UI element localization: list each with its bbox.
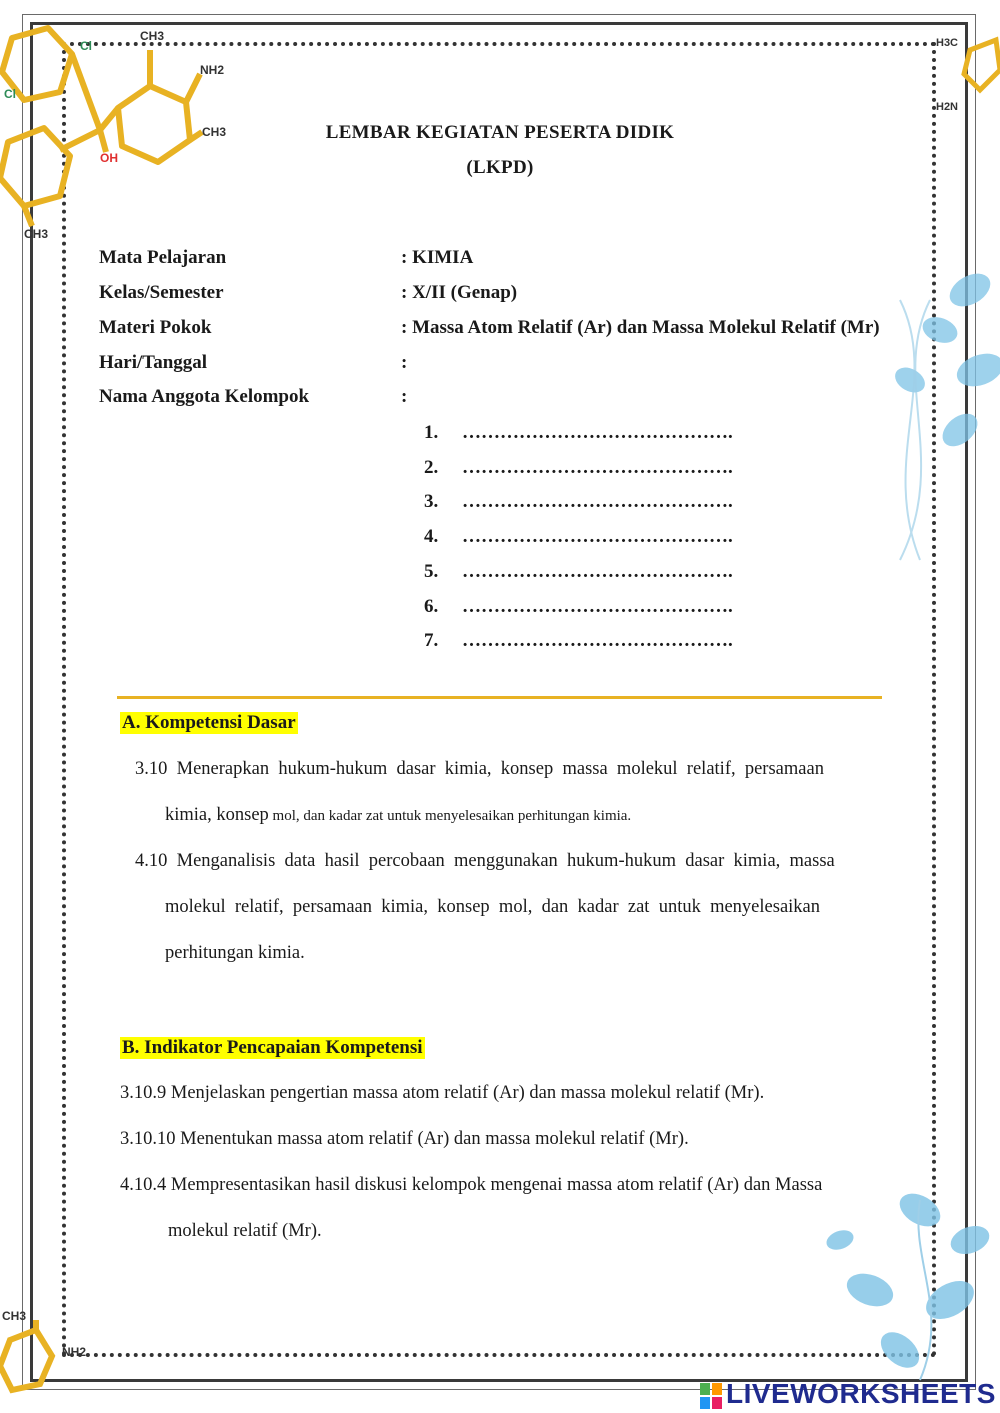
kd-3-10-line-1: 3.10 Menerapkan hukum-hukum dasar kimia, konsep massa molekul relatif, persamaan xyxy=(135,759,824,779)
liveworksheets-logo[interactable] xyxy=(700,1378,996,1410)
chem-label: OH xyxy=(100,151,118,165)
member-blank[interactable]: ……………………………………. xyxy=(462,526,733,547)
chem-label: NH2 xyxy=(200,63,225,77)
member-line-5[interactable] xyxy=(424,561,733,583)
chem-label: Cl xyxy=(4,87,16,101)
info-value: : xyxy=(401,386,408,407)
document-subtitle: (LKPD) xyxy=(466,157,534,178)
chem-label: CH3 xyxy=(140,29,165,43)
member-number: 3. xyxy=(424,491,439,512)
dna-leaf-decoration-right xyxy=(780,260,1000,590)
chem-label: H2N xyxy=(936,101,959,113)
kd-text-small: mol, dan kadar zat untuk menyelesaikan perhitungan kimia. xyxy=(268,808,632,824)
section-b-heading: B. Indikator Pencapaian Kompetensi xyxy=(122,1037,423,1058)
molecule-decoration-top-right xyxy=(930,30,1000,130)
kd-4-10-line-3: perhitungan kimia. xyxy=(165,943,305,963)
member-number: 4. xyxy=(424,526,439,547)
member-line-2[interactable] xyxy=(424,457,733,479)
member-blank[interactable]: ……………………………………. xyxy=(462,561,733,582)
chem-label: CH3 xyxy=(202,125,227,139)
document-title: LEMBAR KEGIATAN PESERTA DIDIK xyxy=(325,122,675,143)
indicator-4-10-4-line-1: 4.10.4 Mempresentasikan hasil diskusi kelompok mengenai massa atom relatif (Ar) dan Massa xyxy=(120,1175,823,1195)
member-number: 6. xyxy=(424,596,439,617)
info-value: : Massa Atom Relatif (Ar) dan Massa Molekul Relatif (Mr) xyxy=(401,317,880,338)
chem-label: Cl xyxy=(80,39,92,53)
info-label: Materi Pokok xyxy=(99,317,212,338)
info-label: Hari/Tanggal xyxy=(99,352,208,373)
section-a-heading: A. Kompetensi Dasar xyxy=(122,712,296,733)
chem-label: NH2 xyxy=(62,1345,87,1359)
indicator-3-10-10: 3.10.10 Menentukan massa atom relatif (Ar) dan massa molekul relatif (Mr). xyxy=(120,1129,689,1149)
indicator-3-10-9: 3.10.9 Menjelaskan pengertian massa atom relatif (Ar) dan massa molekul relatif (Mr). xyxy=(120,1083,765,1103)
member-line-4[interactable] xyxy=(424,526,733,548)
info-label: Kelas/Semester xyxy=(99,282,224,303)
member-blank[interactable]: ……………………………………. xyxy=(462,422,733,443)
member-line-3[interactable] xyxy=(424,491,733,513)
member-blank[interactable]: ……………………………………. xyxy=(462,491,733,512)
chem-label: H3C xyxy=(936,37,959,49)
member-number: 2. xyxy=(424,457,439,478)
member-blank[interactable]: ……………………………………. xyxy=(462,630,733,651)
member-number: 1. xyxy=(424,422,439,443)
info-label: Nama Anggota Kelompok xyxy=(99,386,310,407)
liveworksheets-text: LIVEWORKSHEETS xyxy=(726,1378,996,1409)
info-label: Mata Pelajaran xyxy=(99,247,227,268)
indicator-4-10-4-line-2: molekul relatif (Mr). xyxy=(168,1221,322,1241)
kd-3-10-line-2 xyxy=(165,792,631,839)
kd-4-10-line-1: 4.10 Menganalisis data hasil percobaan menggunakan hukum-hukum dasar kimia, massa xyxy=(135,851,835,871)
info-value: : X/II (Genap) xyxy=(401,282,518,303)
liveworksheets-badge-icon xyxy=(700,1383,722,1409)
kd-text: kimia, konsep xyxy=(165,805,269,825)
chem-label: CH3 xyxy=(24,227,49,241)
molecule-decoration-bottom-left xyxy=(0,1300,110,1410)
chem-label: CH3 xyxy=(2,1309,27,1323)
kd-4-10-line-2: molekul relatif, persamaan kimia, konsep mol, dan kadar zat untuk menyelesaikan xyxy=(165,897,821,917)
member-number: 5. xyxy=(424,561,439,582)
member-number: 7. xyxy=(424,630,439,651)
member-blank[interactable]: ……………………………………. xyxy=(462,596,733,617)
member-line-1[interactable] xyxy=(424,422,733,444)
member-line-6[interactable] xyxy=(424,596,733,618)
member-blank[interactable]: ……………………………………. xyxy=(462,457,733,478)
info-value: : xyxy=(401,352,408,373)
info-value: : KIMIA xyxy=(401,247,474,268)
leaf-decoration-bottom-right xyxy=(800,1180,1000,1390)
section-divider xyxy=(117,696,882,699)
member-line-7[interactable] xyxy=(424,630,733,652)
